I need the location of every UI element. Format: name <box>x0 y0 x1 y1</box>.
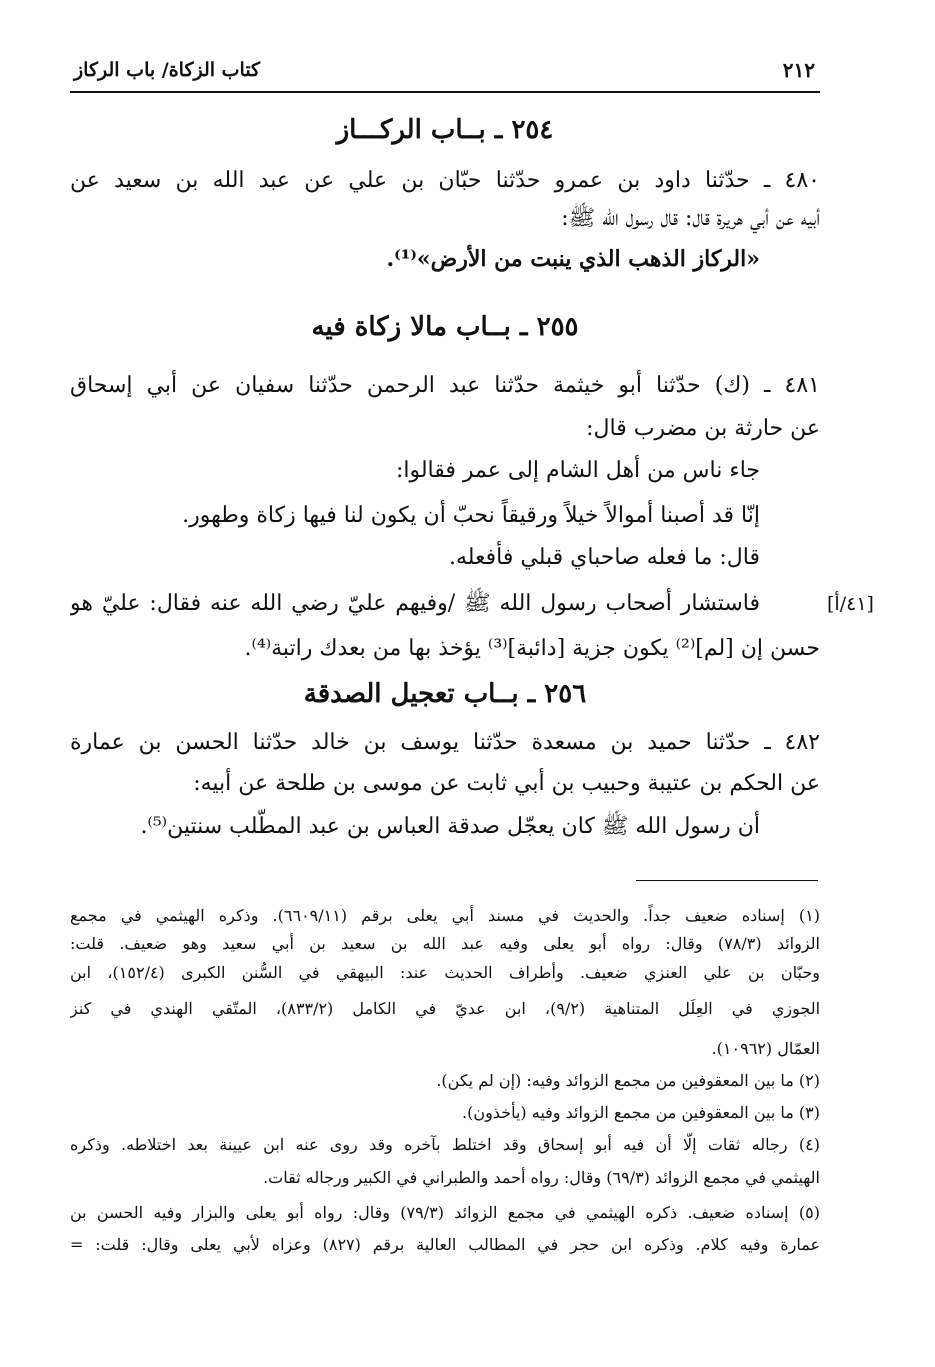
footnote-1-line-2: الزوائد (٧٨/٣) وقال: رواه أبو يعلى وفيه عبد الله بن سعيد بن أبي سعيد وهو ضعيف. قلت: <box>70 934 820 953</box>
footnote-1-line-3: وحبّان بن علي العنزي ضعيف. وأطراف الحديث عند: البيهقي في السُّنن الكبرى (١٥٢/٤)، ابن <box>70 963 820 982</box>
footnote-5-line-2: عمارة وفيه كلام. وذكره ابن حجر في المطالب العالية برقم (٨٢٧) وعزاه لأبي يعلى وقال: قلت: = <box>70 1235 820 1254</box>
hadith-482-line-2: عن الحكم بن عتيبة وحبيب بن أبي ثابت عن موسى بن طلحة عن أبيه: <box>193 771 820 796</box>
footnote-5-line-1: (٥) إسناده ضعيف. ذكره الهيثمي في مجمع الزوائد (٧٩/٣) وقال: رواه أبو يعلى والبزار وفيه الحسن بن <box>70 1203 820 1222</box>
hadith-481-line-6: فاستشار أصحاب رسول الله ﷺ /وفيهم عليّ رضي الله عنه فقال: عليّ هو <box>70 591 760 616</box>
footnote-2: (٢) ما بين المعقوفين من مجمع الزوائد وفيه: (إن لم يكن). <box>436 1071 820 1090</box>
header-rule <box>70 91 820 93</box>
manuscript-folio-marker: [٤١/أ] <box>827 593 874 615</box>
hadith-480-line-1: ٤٨٠ ـ حدّثنا داود بن عمرو حدّثنا حبّان بن علي عن عبد الله بن سعيد عن <box>70 168 820 193</box>
footnote-4-line-1: (٤) رجاله ثقات إلّا أن فيه أبو إسحاق وقد اختلط بآخره وقد روى عنه ابن عيينة بعد اختلاطه. وذكره <box>70 1135 820 1154</box>
hadith-481-line-3: جاء ناس من أهل الشام إلى عمر فقالوا: <box>395 458 760 483</box>
hadith-481-line-7: حسن إن [لم]⁽²⁾ يكون جزية [دائبة]⁽³⁾ يؤخذ بها من بعدك راتبة⁽⁴⁾. <box>244 636 820 661</box>
footnote-4-line-2: الهيثمي في مجمع الزوائد (٦٩/٣) وقال: رواه أحمد والطبراني في الكبير ورجاله ثقات. <box>263 1168 820 1187</box>
hadith-480-line-2: أبيه عن أبي هريرة قال: قال رسول الله ﷺ: <box>561 206 820 231</box>
page-number: ٢١٢ <box>782 58 815 82</box>
hadith-481-line-1: ٤٨١ ـ (ك) حدّثنا أبو خيثمة حدّثنا عبد الرحمن حدّثنا سفيان عن أبي إسحاق <box>70 373 820 398</box>
hadith-481-line-2: عن حارثة بن مضرب قال: <box>586 416 820 441</box>
running-header-title: كتاب الزكاة/ باب الركاز <box>74 59 261 81</box>
footnote-1-line-1: (١) إسناده ضعيف جداً. والحديث في مسند أبي يعلى برقم (٦٦٠٩/١١). وذكره الهيثمي في مجمع <box>70 906 820 925</box>
chapter-heading-256: ٢٥٦ ـ بــاب تعجيل الصدقة <box>303 679 587 709</box>
hadith-481-line-4: إنّا قد أصبنا أموالاً خيلاً ورقيقاً نحبّ أن يكون لنا فيها زكاة وطهور. <box>182 503 760 528</box>
chapter-heading-255: ٢٥٥ ـ بــاب مالا زكاة فيه <box>311 312 579 342</box>
chapter-heading-254: ٢٥٤ ـ بــاب الركـــاز <box>336 115 554 145</box>
footnote-1-line-4: الجوزي في العِلَل المتناهية (٩/٢)، ابن عديّ في الكامل (٨٣٣/٢)، المتّقي الهندي في كنز <box>70 999 820 1018</box>
hadith-480-matn: «الركاز الذهب الذي ينبت من الأرض»⁽¹⁾. <box>386 246 760 272</box>
hadith-481-line-5: قال: ما فعله صاحباي قبلي فأفعله. <box>448 545 760 570</box>
hadith-482-line-1: ٤٨٢ ـ حدّثنا حميد بن مسعدة حدّثنا يوسف بن خالد حدّثنا الحسن بن عمارة <box>70 730 820 755</box>
footnote-separator <box>636 880 818 881</box>
footnote-1-line-5: العمّال (١٠٩٦٢). <box>711 1039 820 1058</box>
hadith-482-line-3: أن رسول الله ﷺ كان يعجّل صدقة العباس بن عبد المطّلب سنتين⁽⁵⁾. <box>140 814 760 839</box>
footnote-3: (٣) ما بين المعقوفين من مجمع الزوائد وفيه (يأخذون). <box>461 1103 820 1122</box>
